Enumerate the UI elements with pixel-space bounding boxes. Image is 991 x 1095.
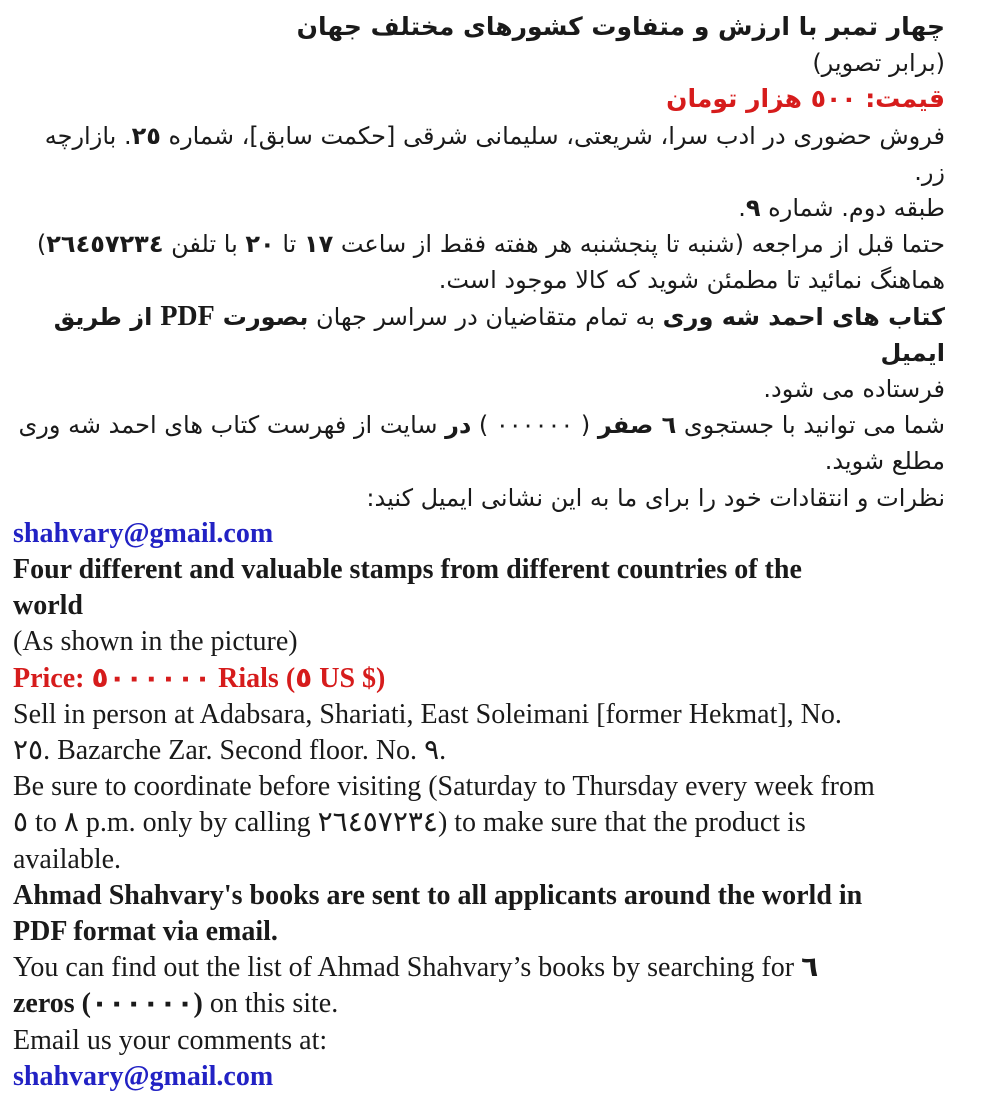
- persian-visit-line-2: هماهنگ نمائید تا مطمئن شوید که کالا موجود است.: [438, 266, 945, 295]
- books-text: بصورت: [222, 302, 309, 331]
- persian-comments-line: نظرات و انتقادات خود را برای ما به این نشانی ایمیل کنید:: [366, 483, 945, 512]
- visit-text: ): [36, 230, 47, 259]
- address-number-9: ٩: [745, 194, 761, 223]
- english-books-line-1: Ahmad Shahvary's books are sent to all applicants around the world in: [13, 879, 863, 911]
- english-visit-line-2: [13, 805, 945, 841]
- address-text: .: [738, 194, 746, 223]
- hour-5: ٥: [13, 807, 29, 839]
- english-search-line-1: [13, 950, 945, 986]
- books-text: به تمام متقاضیان در سراسر جهان: [308, 302, 663, 331]
- search-text: سایت از فهرست کتاب های احمد شه وری: [18, 411, 446, 440]
- email-line-bottom: [13, 1059, 945, 1095]
- phone-number: ٢٦٤٥٧٢٣٤: [46, 230, 164, 259]
- persian-books-line-1: [13, 299, 945, 371]
- six-zeros-label: ٦ صفر: [597, 411, 677, 440]
- zeros-value: ( ٠٠٠٠٠٠ ): [471, 411, 598, 440]
- persian-subtitle: (برابر تصویر): [812, 49, 945, 78]
- persian-title: چهار تمبر با ارزش و متفاوت کشورهای مختلف جهان: [296, 12, 945, 41]
- address-number-25: ٢٥: [13, 735, 44, 767]
- hour-20: ٢٠: [245, 230, 275, 259]
- visit-text: با تلفن: [163, 230, 246, 259]
- books-text: از طریق ایمیل: [45, 302, 945, 367]
- search-text: شما می توانید با جستجوی: [676, 411, 945, 440]
- persian-books-line-2: فرستاده می شود.: [763, 375, 945, 404]
- address-text: . Bazarche Zar. Second floor. No.: [43, 735, 425, 767]
- address-number-25: ٢٥: [131, 121, 161, 150]
- english-title-line-2: world: [13, 590, 83, 622]
- english-subtitle: (As shown in the picture): [13, 626, 298, 658]
- english-search-line-2: [13, 986, 945, 1022]
- address-text: . بازارچه زر.: [37, 121, 945, 186]
- six-zeros-label: zeros (٠٠٠٠٠٠): [13, 988, 203, 1020]
- visit-text: to: [28, 807, 64, 839]
- email-link-top[interactable]: shahvary@gmail.com: [13, 517, 274, 549]
- email-line-top: [13, 516, 945, 552]
- search-text: در: [445, 411, 472, 440]
- english-address-line-2: [13, 733, 945, 769]
- search-text: on this site.: [202, 988, 339, 1020]
- english-title-line-1: Four different and valuable stamps from different countries of the: [13, 554, 802, 586]
- search-text: You can find out the list of Ahmad Shahvary’s books by searching for: [13, 952, 802, 984]
- persian-address-line-1: [13, 118, 945, 190]
- address-text: .: [439, 735, 447, 767]
- persian-search-line-1: [13, 407, 945, 443]
- visit-text: حتما قبل از مراجعه (شنبه تا پنجشنبه هر هفته فقط از ساعت: [333, 230, 945, 259]
- english-address-line-1: Sell in person at Adabsara, Shariati, East Soleimani [former Hekmat], No.: [13, 698, 842, 730]
- english-visit-line-3: available.: [13, 843, 122, 875]
- pdf-label: PDF: [160, 300, 215, 332]
- english-books-line-2: PDF format via email.: [13, 916, 278, 948]
- persian-price-line: قیمت: ٥٠٠ هزار تومان: [666, 84, 945, 114]
- number-6: ٦: [801, 952, 819, 984]
- english-price-line: Price: ٥٠٠٠٠٠٠ Rials (٥ US $): [13, 662, 386, 694]
- address-number-9: ٩: [424, 735, 440, 767]
- address-text: طبقه دوم. شماره: [760, 194, 945, 223]
- email-link-bottom[interactable]: shahvary@gmail.com: [13, 1060, 274, 1092]
- visit-text: تا: [274, 230, 304, 259]
- persian-address-line-2: [13, 190, 945, 226]
- persian-search-line-2: مطلع شوید.: [824, 447, 945, 476]
- english-visit-line-1: Be sure to coordinate before visiting (Saturday to Thursday every week from: [13, 771, 875, 803]
- english-comments-line: Email us your comments at:: [13, 1024, 328, 1056]
- visit-text: p.m. only by calling: [78, 807, 318, 839]
- address-text: فروش حضوری در ادب سرا، شریعتی، سلیمانی شرقی [حکمت سابق]، شماره: [160, 121, 945, 150]
- persian-visit-line-1: [13, 226, 945, 262]
- hour-8: ٨: [63, 807, 79, 839]
- author-books-text: کتاب های احمد شه وری: [662, 302, 945, 331]
- visit-text: ) to make sure that the product is: [437, 807, 806, 839]
- hour-17: ١٧: [303, 230, 334, 259]
- phone-number: ٢٦٤٥٧٢٣٤: [317, 807, 438, 839]
